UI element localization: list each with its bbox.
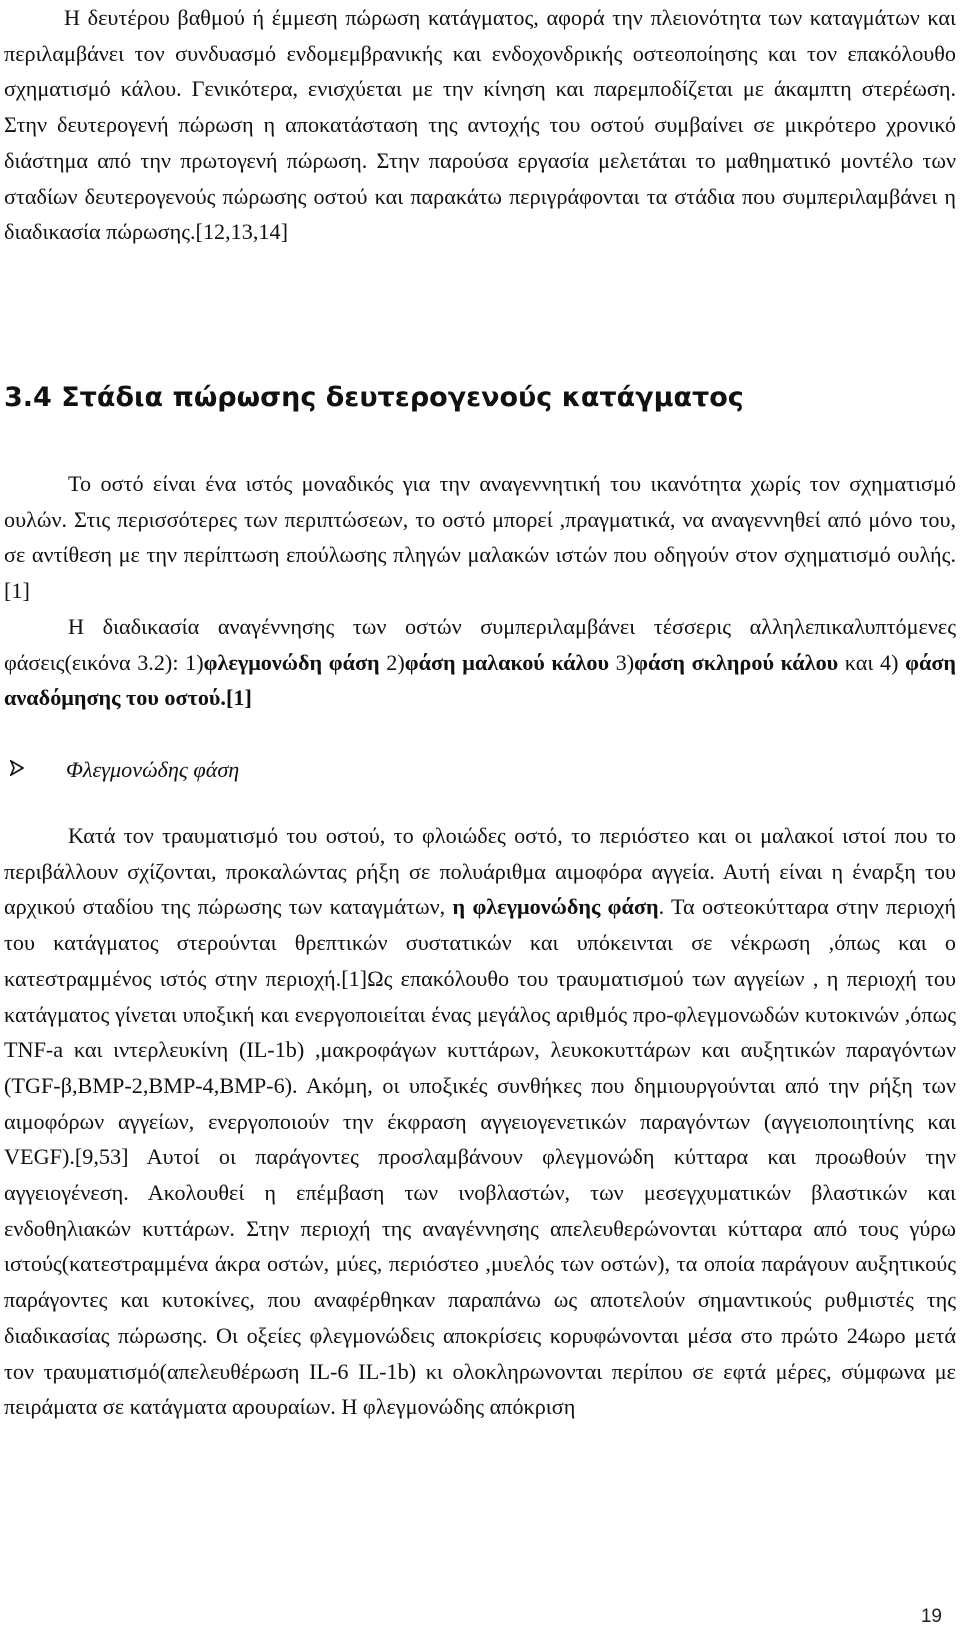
phase-remodeling: φάση αναδόμησης του οστού.[1] bbox=[4, 649, 957, 711]
phase-separator-2: 2) bbox=[379, 649, 405, 675]
page-number: 19 bbox=[920, 1606, 942, 1627]
phase-inflammatory: φλεγμονώδη φάση bbox=[203, 649, 380, 675]
bullet-label: Φλεγμονώδης φάση bbox=[66, 757, 240, 782]
inflammatory-text-part2: . Τα οστεοκύτταρα στην περιοχή του κατάγματος στερούνται θρεπτικών συστατικών και υπόκεινται σε νέκρωση ,όπως και ο κατεστραμμένος ιστός στην περιοχή.[1]Ως επακόλουθο του τραυματισμού των αγγείων , η περιοχή του κατάγματος γίνεται υποξική και ενεργοποιείται ένας μεγάλος αριθμός προ-φλεγμονωδών κυτοκινών ,όπως TNF-a και ιντερλευκίνη (IL-1b) ,μακροφάγων κυττάρων, λευκοκυττάρων και αυξητικών παραγόντων (TGF-β,BMP-2,BMP-4,BMP-6). Ακόμη, οι υποξικές συνθήκες που δημιουργούνται από την ρήξη των αιμοφόρων αγγείων, ενεργοποιούν την έκφραση αγγειογενετικών παραγόντων (αγγειοποιητίνης και VEGF).[9,53] Αυτοί οι παράγοντες προσλαμβάνουν φλεγμονώδη κύτταρα και προωθούν την αγγειογένεση. Ακολουθεί η επέμβαση των ινοβλαστών, των μεσεγχυματικών βλαστικών και ενδοθηλιακών κυττάρων. Στην περιοχή της αναγέννησης απελευθερώνονται κύτταρα από τους γύρω ιστούς(κατεστραμμένα άκρα οστών, μύες, περιόστεο ,μυελός των οστών), τα οποία παράγουν αυξητικούς παράγοντες και κυτοκίνες, που αναφέρθηκαν παραπάνω ως αποτελούν σημαντικούς ρυθμιστές της διαδικασίας πώρωσης. Οι οξείες φλεγμονώδεις αποκρίσεις κορυφώνονται μέσα στο πρώτο 24ωρο μετά τον τραυματισμό(απελευθέρωση IL-6 IL-1b) κι ολοκληρωνονται περίπου σε εφτά μέρες, σύμφωνα με πειράματα σε κατάγματα αρουραίων. Η φλεγμονώδης απόκριση bbox=[4, 894, 956, 1420]
bullet-item bbox=[4, 752, 239, 788]
section-heading: 3.4 Στάδια πώρωσης δευτερογενούς κατάγματος bbox=[4, 382, 744, 413]
arrowhead-bullet-icon bbox=[4, 752, 66, 788]
phase-soft-callus: φάση μαλακού κάλου bbox=[404, 649, 609, 675]
phase-separator-4: και 4) bbox=[838, 649, 906, 675]
inflammatory-phase-paragraph bbox=[4, 818, 956, 1425]
inflammatory-phase-text bbox=[4, 818, 956, 1425]
inflammatory-bold-term: η φλεγμονώδης φάση bbox=[452, 894, 659, 920]
inflammatory-text-part1: Κατά τον τραυματισμό του οστού, το φλοιώδες οστό, το περιόστεο και οι μαλακοί ιστοί που το περιβάλλουν σχίζονται, προκαλώντας ρήξη σε πολυάριθμα αιμοφόρα αγγεία. Αυτή είναι η έναρξη του αρχικού σταδίου της πώρωσης των καταγμάτων, bbox=[4, 823, 956, 920]
arrowhead-bullet-icon-shape bbox=[10, 760, 24, 776]
phases-text bbox=[4, 609, 956, 716]
regeneration-text: Το οστό είναι ένα ιστός μοναδικός για την αναγεννητική του ικανότητα χωρίς τον σχηματισμό ουλών. Στις περισσότερες των περιπτώσεων, το οστό μπορεί ,πραγματικά, να αναγεννηθεί από μόνο του, σε αντίθεση με την περίπτωση επούλωσης πληγών μαλακών ιστών που οδηγούν στον σχηματισμό ουλής.[1] bbox=[4, 471, 956, 604]
phase-separator-3: 3) bbox=[609, 649, 635, 675]
intro-paragraph bbox=[4, 0, 956, 250]
regeneration-paragraph bbox=[4, 466, 956, 716]
phases-intro: Η διαδικασία αναγέννησης των οστών συμπεριλαμβάνει τέσσερις αλληλεπικαλυπτόμενες φάσεις(εικόνα 3.2): 1) bbox=[4, 613, 956, 675]
intro-text: Η δευτέρου βαθμού ή έμμεση πώρωση κατάγματος, αφορά την πλειονότητα των καταγμάτων και περιλαμβάνει τον συνδυασμό ενδομεμβρανικής και ενδοχονδρικής οστεοποίησης και τον επακόλουθο σχηματισμό κάλου. Γενικότερα, ενισχύεται με την κίνηση και παρεμποδίζεται με άκαμπτη στερέωση. Στην δευτερογενή πώρωση η αποκατάσταση της αντοχής του οστού συμβαίνει σε μικρότερο χρονικό διάστημα από την πρωτογενή πώρωση. Στην παρούσα εργασία μελετάται το μαθηματικό μοντέλο των σταδίων δευτερογενούς πώρωσης οστού και παρακάτω περιγράφονται τα στάδια που συμπεριλαμβάνει η διαδικασία πώρωσης.[12,13,14] bbox=[4, 5, 956, 245]
phase-hard-callus: φάση σκληρού κάλου bbox=[634, 649, 839, 675]
